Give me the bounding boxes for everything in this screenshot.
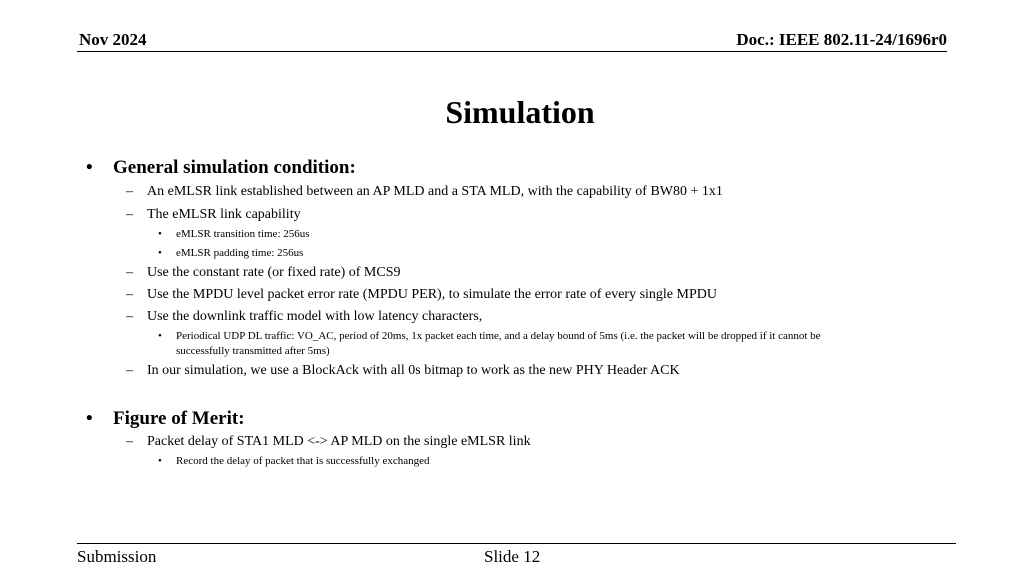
- list-item: An eMLSR link established between an AP MLD and a STA MLD, with the capability of BW80 + 1x1: [147, 184, 723, 199]
- bullet-marker: •: [158, 455, 162, 467]
- section-heading: Figure of Merit:: [113, 408, 245, 429]
- dash-marker: –: [126, 434, 133, 449]
- dash-marker: –: [126, 265, 133, 280]
- dash-marker: –: [126, 363, 133, 378]
- sub-list-item: successfully transmitted after 5ms): [176, 345, 330, 357]
- bullet-marker: •: [158, 228, 162, 240]
- sub-list-item: Record the delay of packet that is successfully exchanged: [176, 455, 430, 467]
- sub-list-item: eMLSR padding time: 256us: [176, 247, 304, 259]
- bullet-marker: •: [158, 330, 162, 342]
- list-item: Use the downlink traffic model with low latency characters,: [147, 309, 483, 324]
- header-date: Nov 2024: [79, 30, 147, 49]
- list-item: The eMLSR link capability: [147, 207, 301, 222]
- sub-list-item: Periodical UDP DL traffic: VO_AC, period of 20ms, 1x packet each time, and a delay bound of 5ms (i.e. the packet will be dropped if it cannot be: [176, 330, 821, 342]
- dash-marker: –: [126, 207, 133, 222]
- list-item: Use the constant rate (or fixed rate) of MCS9: [147, 265, 401, 280]
- list-item: Use the MPDU level packet error rate (MPDU PER), to simulate the error rate of every single MPDU: [147, 287, 717, 302]
- bullet-marker: •: [158, 247, 162, 259]
- bullet-marker: •: [86, 157, 93, 178]
- dash-marker: –: [126, 184, 133, 199]
- footer-slide-number: Slide 12: [484, 547, 541, 566]
- dash-marker: –: [126, 287, 133, 302]
- slide-title: Simulation: [445, 94, 595, 130]
- bullet-marker: •: [86, 408, 93, 429]
- list-item: Packet delay of STA1 MLD <-> AP MLD on the single eMLSR link: [147, 434, 531, 449]
- footer-rule: [77, 543, 956, 544]
- footer-submission: Submission: [77, 547, 157, 566]
- list-item: In our simulation, we use a BlockAck with all 0s bitmap to work as the new PHY Header ACK: [147, 363, 680, 378]
- section-heading: General simulation condition:: [113, 157, 356, 178]
- header-doc-id: Doc.: IEEE 802.11-24/1696r0: [736, 30, 947, 49]
- sub-list-item: eMLSR transition time: 256us: [176, 228, 310, 240]
- dash-marker: –: [126, 309, 133, 324]
